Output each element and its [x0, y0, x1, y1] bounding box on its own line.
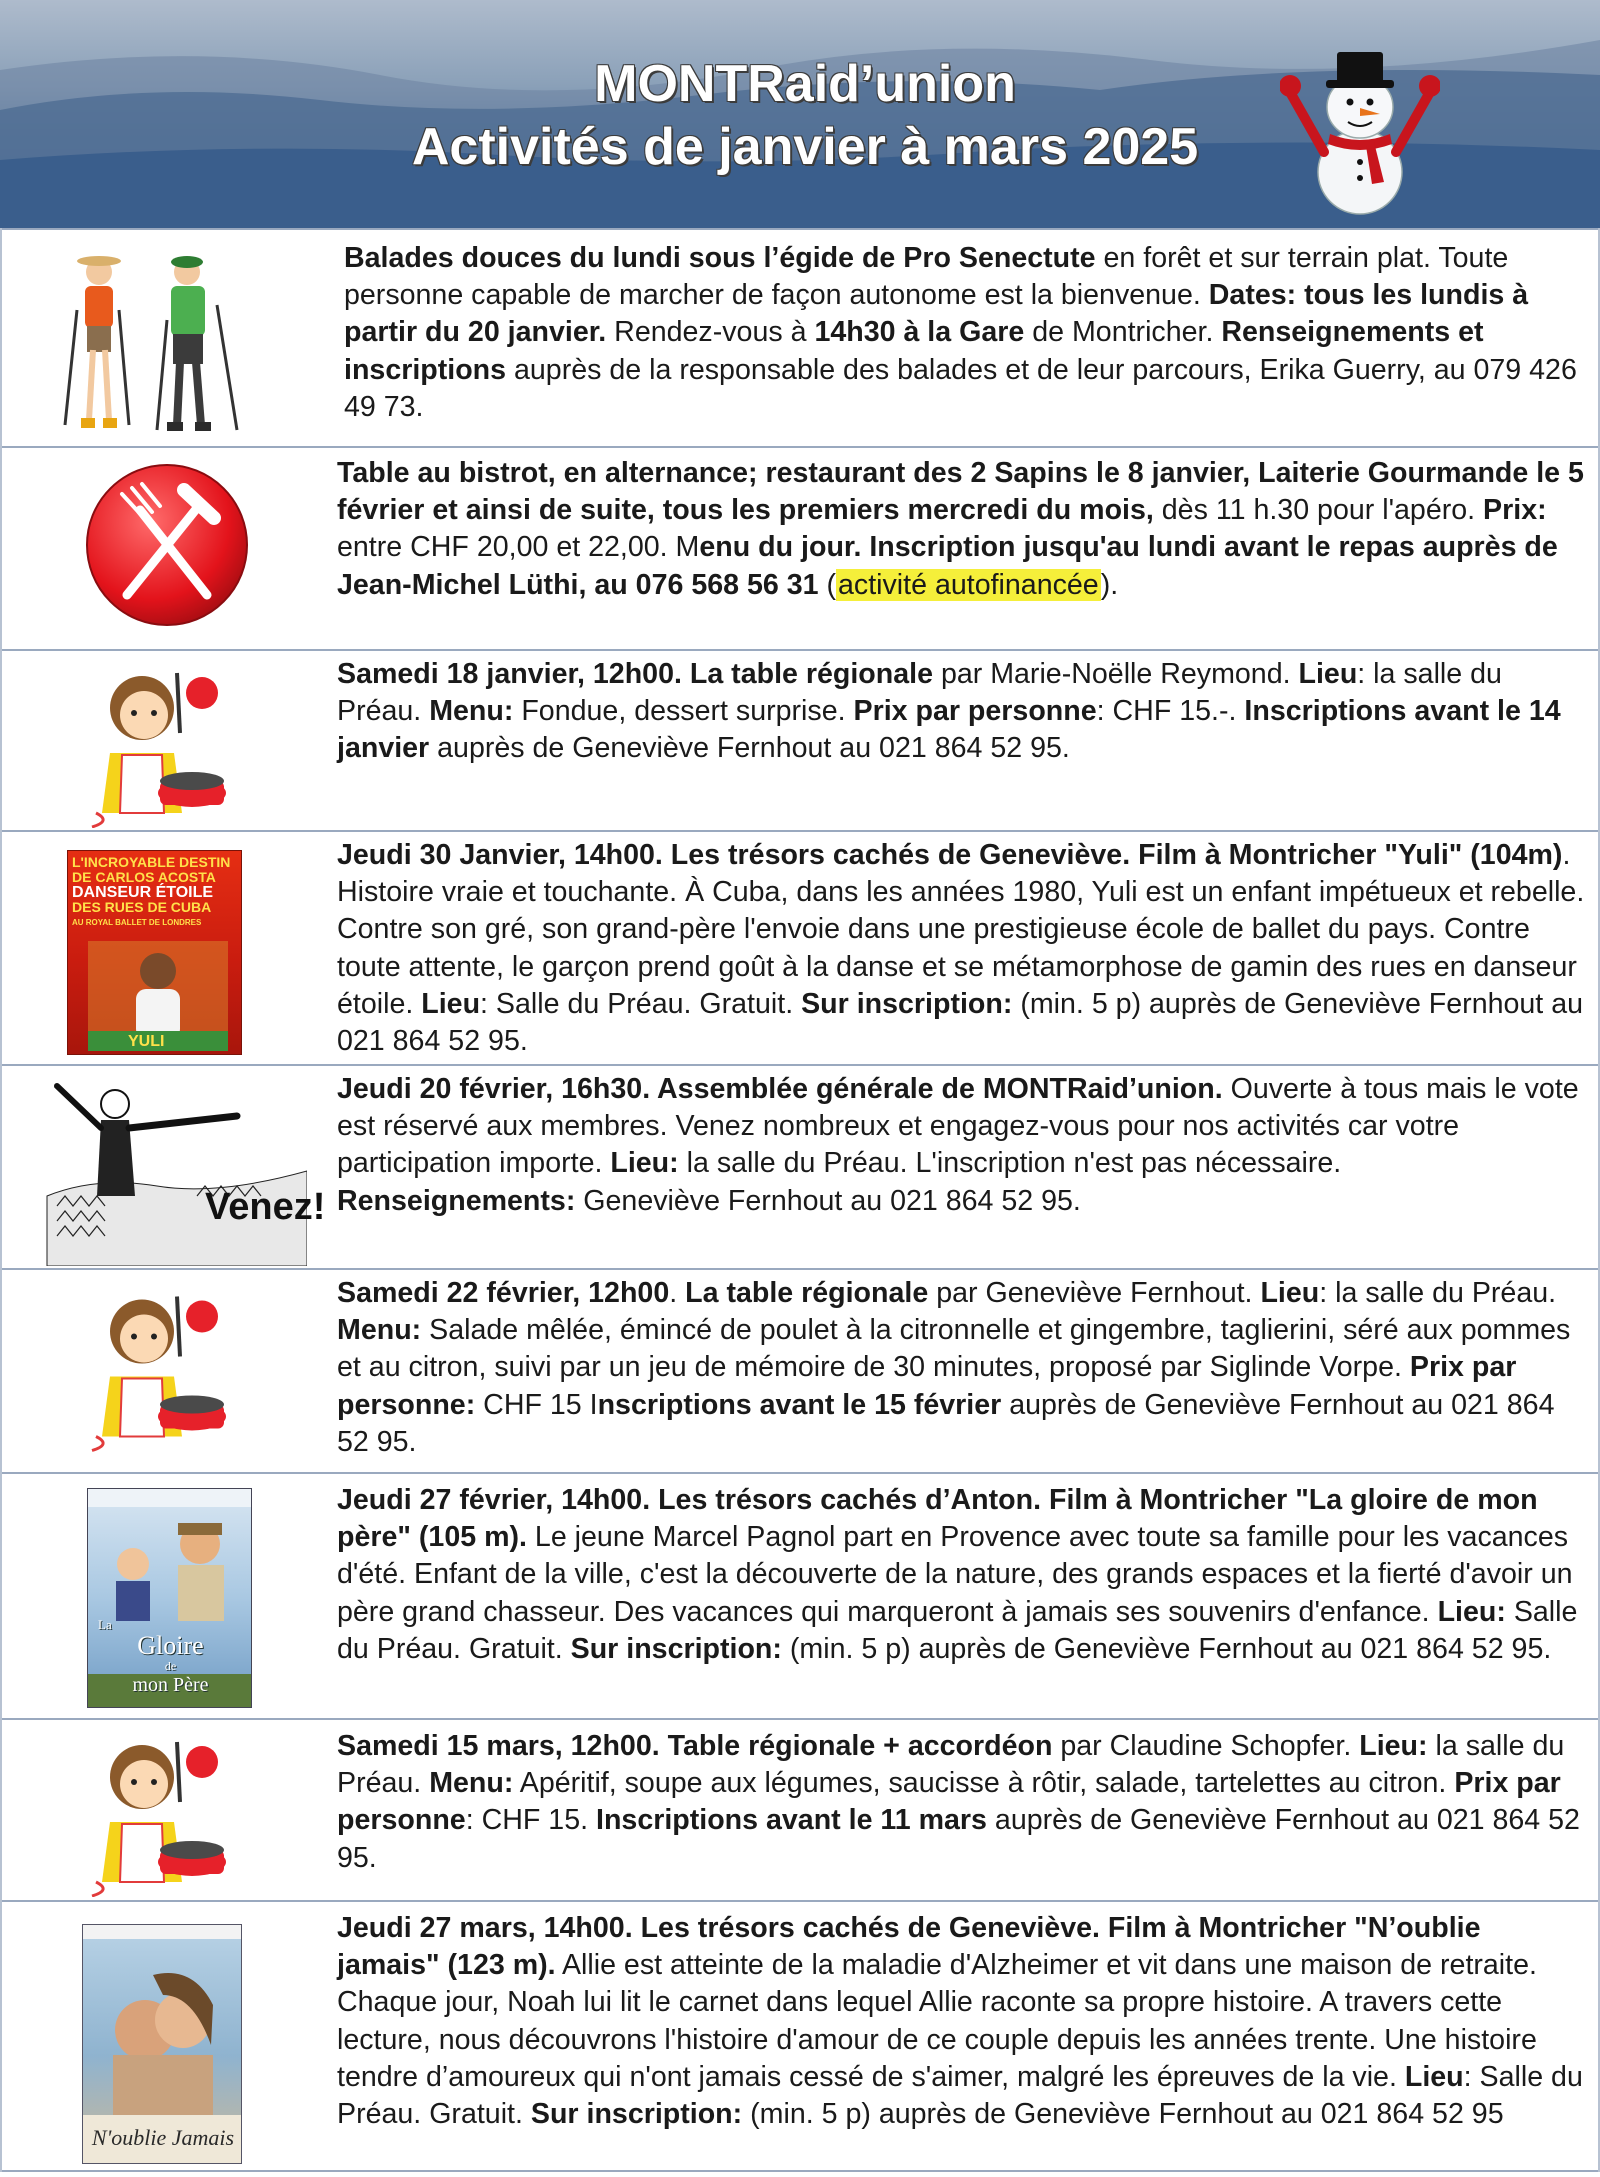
body-text: : Salle du Préau. Gratuit. — [480, 987, 802, 1020]
poster-title: N'oublie Jamais — [91, 2125, 235, 2150]
body-text: : CHF 15. — [465, 1804, 596, 1837]
title-line-1: MONTRaid’union — [594, 55, 1016, 113]
restaurant-icon — [82, 460, 252, 630]
event-text — [337, 455, 1587, 604]
event-row — [2, 1900, 1598, 2172]
event-row — [2, 830, 1598, 1066]
bold-text: Renseignements et inscriptions — [344, 316, 1484, 386]
event-text — [337, 1275, 1587, 1461]
body-text: entre CHF 20,00 et 22,00. M — [337, 531, 700, 564]
bold-text: Samedi 22 février, 12h00 — [337, 1277, 670, 1309]
bold-text: Renseignements: — [337, 1184, 576, 1217]
event-row — [2, 1472, 1598, 1720]
body-text: Allie est atteinte de la maladie d'Alzheimer et vit dans une maison de retraite. Chaque jour, Noah lui lit le carnet dans lequel Allie raconte sa propre histoire. A travers cette lecture, nous découvrons l'histoire d'amour de ce couple depuis les années trente. Une histoire tendre d’amoureux qui n'ont jamais cessé de s'aimer, malgré les épreuves de la vie. — [337, 1949, 1537, 2093]
body-text: Geneviève Fernhout au 021 864 52 95. — [575, 1184, 1081, 1217]
bold-text: Lieu: — [610, 1147, 679, 1180]
body-text: Ouverte à tous mais le vote est réservé aux membres. Venez nombreux et engagez-vous pour nos activités car votre participation importe. — [337, 1073, 1579, 1180]
bold-text: Prix par personne — [337, 1767, 1561, 1837]
body-text: dès 11 h.30 pour l'apéro. — [1153, 494, 1484, 527]
event-row — [2, 228, 1598, 448]
body-text: de Montricher. — [1024, 316, 1222, 349]
event-text — [337, 1482, 1587, 1668]
event-text — [337, 656, 1587, 768]
poster-title: de — [164, 1659, 177, 1673]
bold-text: Lieu — [421, 987, 481, 1020]
bold-text: Prix par personne — [853, 695, 1097, 728]
bold-text: Inscriptions avant le 14 janvier — [337, 695, 1561, 765]
noublie-poster-icon — [82, 1924, 242, 2164]
bold-text: enu du jour. Inscription jusqu'au lundi avant le repas auprès de Jean-Michel Lüthi, au 076 568 56 31 — [337, 531, 1558, 601]
body-text: ( — [818, 568, 837, 601]
bold-text: Lieu — [1404, 2060, 1464, 2093]
poster-text: L'INCROYABLE DESTIN — [72, 854, 231, 870]
event-text — [337, 837, 1587, 1060]
body-text: Rendez-vous à — [606, 316, 815, 349]
bold-text: Table au bistrot, en alternance; restaurant des 2 Sapins le 8 janvier, Laiterie Gourmande le 5 février et ainsi de suite, tous les premiers mercredi du mois, — [337, 457, 1584, 527]
venez-poster-icon — [37, 1076, 326, 1266]
bold-text: Sur inscription: — [530, 2098, 743, 2131]
bold-text: La table régionale — [685, 1277, 929, 1309]
body-text: Salle du Préau. Gratuit. — [337, 1595, 1578, 1665]
body-text: . Histoire vraie et touchante. À Cuba, dans les années 1980, Yuli est un enfant impétueux et rebelle. Contre son gré, son grand-père l'envoie dans une prestigieuse école de ballet du pays. Contre toute attente, le garçon prend goût à la danse et se métamorphose de gamin des rues en danseur étoile. — [337, 839, 1585, 1020]
bold-text: Jeudi 27 mars, 14h00. Les trésors cachés de Geneviève. Film à Montricher "N’oublie jamais" (123 m). — [337, 1912, 1481, 1982]
body-text: auprès de Geneviève Fernhout au 021 864 52 95. — [337, 1388, 1555, 1458]
crowd-illustration — [37, 1076, 307, 1266]
bold-text: Jeudi 30 Janvier, 14h00. Les trésors cachés de Geneviève. Film à Montricher "Yuli" (104m) — [337, 839, 1563, 871]
poster-text: DES RUES DE CUBA — [72, 899, 212, 915]
poster-title: Gloire — [137, 1631, 204, 1660]
body-text: auprès de Geneviève Fernhout au 021 864 52 95. — [429, 732, 1070, 765]
body-text: ). — [1100, 568, 1119, 601]
body-text: par Claudine Schopfer. — [1052, 1730, 1360, 1762]
bold-text: Menu: — [429, 695, 514, 728]
bold-text: Prix par personne: — [337, 1351, 1517, 1421]
event-row — [2, 1064, 1598, 1270]
bold-text: Sur inscription: — [801, 987, 1013, 1020]
event-row — [2, 649, 1598, 832]
body-text: auprès de la responsable des balades et de leur parcours, Erika Guerry, au 079 426 49 73. — [344, 353, 1577, 423]
bold-text: Lieu: — [1359, 1730, 1428, 1762]
poster-title: mon Père — [132, 1674, 209, 1696]
body-text: CHF 15 I — [475, 1388, 598, 1421]
bold-text: Inscriptions avant le 11 mars — [596, 1804, 987, 1837]
event-text — [337, 1071, 1587, 1220]
event-row — [2, 446, 1598, 651]
event-text — [337, 1910, 1587, 2133]
body-text: : la salle du Préau. — [1319, 1277, 1557, 1309]
bold-text: Jeudi 27 février, 14h00. Les trésors cachés d’Anton. Film à Montricher "La gloire de mon père" (105 m). — [337, 1484, 1538, 1554]
title-line-2: Activités de janvier à mars 2025 — [411, 118, 1199, 176]
bold-text: 14h30 à la Gare — [814, 316, 1025, 349]
poster-text: DANSEUR ÉTOILE — [72, 884, 214, 901]
body-text: Le jeune Marcel Pagnol part en Provence avec toute sa famille pour les vacances d'été. Enfant de la ville, c'est la découverte de la nature, des grands espaces et la fierté d'avoir un père grand chasseur. Des vacances qui marqueront à jamais ses souvenirs d'enfance. — [337, 1521, 1573, 1628]
body-text: (min. 5 p) auprès de Geneviève Fernhout au 021 864 52 95 — [742, 2098, 1504, 2131]
body-text: (min. 5 p) auprès de Geneviève Fernhout au 021 864 52 95. — [337, 987, 1583, 1058]
cooking-girl-icon — [82, 663, 242, 828]
poster-text: DE CARLOS ACOSTA — [72, 869, 216, 885]
body-text: par Geneviève Fernhout. — [928, 1277, 1261, 1309]
event-row — [2, 1268, 1598, 1474]
body-text: la salle du Préau. — [337, 1730, 1565, 1800]
bold-text: Sur inscription: — [570, 1632, 782, 1665]
bold-text: Samedi 15 mars, 12h00. Table régionale + accordéon — [337, 1730, 1053, 1762]
body-text: la salle du Préau. L'inscription n'est pas nécessaire. — [678, 1147, 1342, 1180]
bold-text: Balades douces du lundi sous l’égide de Pro Senectute — [344, 242, 1096, 274]
poster-text: AU ROYAL BALLET DE LONDRES — [72, 918, 202, 927]
body-text: . — [669, 1277, 686, 1309]
bold-text: Menu: — [429, 1767, 514, 1800]
body-text: : CHF 15.-. — [1096, 695, 1245, 728]
body-text: Fondue, dessert surprise. — [513, 695, 854, 728]
body-text: Salade mêlée, émincé de poulet à la citronnelle et gingembre, taglierini, séré aux pommes et au citron, suivi par un jeu de mémoire de 30 minutes, proposé par Siglinde Vorpe. — [337, 1314, 1571, 1384]
body-text: auprès de Geneviève Fernhout au 021 864 52 95. — [337, 1804, 1580, 1874]
bold-text: Samedi 18 janvier, 12h00. La table régionale — [337, 658, 933, 690]
bold-text: Menu: — [337, 1314, 422, 1347]
cooking-girl-icon — [82, 1284, 242, 1454]
poster-title: YULI — [128, 1033, 165, 1050]
bold-text: Prix: — [1483, 494, 1547, 527]
event-text — [337, 1728, 1587, 1877]
bottom-border — [2, 2170, 1598, 2172]
poster-title: La — [98, 1617, 112, 1632]
body-text: : Salle du Préau. Gratuit. — [337, 2060, 1583, 2131]
venez-label: Venez! — [205, 1186, 326, 1228]
body-text: en forêt et sur terrain plat. Toute personne capable de marcher de façon autonome est la bienvenue. — [344, 242, 1509, 312]
bold-text: Lieu — [1298, 658, 1358, 690]
body-text: (min. 5 p) auprès de Geneviève Fernhout au 021 864 52 95. — [781, 1632, 1552, 1665]
body-text: : la salle du Préau. — [337, 658, 1502, 728]
cooking-girl-icon — [82, 1732, 242, 1897]
body-text: par Marie-Noëlle Reymond. — [933, 658, 1299, 690]
bold-text: Lieu: — [1437, 1595, 1506, 1628]
event-row — [2, 1718, 1598, 1902]
bold-text: Lieu — [1260, 1277, 1320, 1309]
bold-text: Dates: tous les lundis à partir du 20 janvier. — [344, 279, 1529, 349]
hikers-icon — [57, 250, 267, 440]
yuli-poster-icon — [67, 850, 242, 1055]
snowman-icon — [1280, 22, 1440, 222]
bold-text: Jeudi 20 février, 16h30. Assemblée générale de MONTRaid’union. — [337, 1073, 1223, 1105]
event-text — [344, 240, 1584, 426]
bold-text: nscriptions avant le 15 février — [597, 1388, 1002, 1421]
highlight-text: activité autofinancée — [838, 568, 1099, 601]
body-text: Apéritif, soupe aux légumes, saucisse à rôtir, salade, tartelettes au citron. — [513, 1767, 1455, 1800]
gloire-poster-icon — [87, 1488, 252, 1708]
header-banner — [0, 0, 1600, 228]
